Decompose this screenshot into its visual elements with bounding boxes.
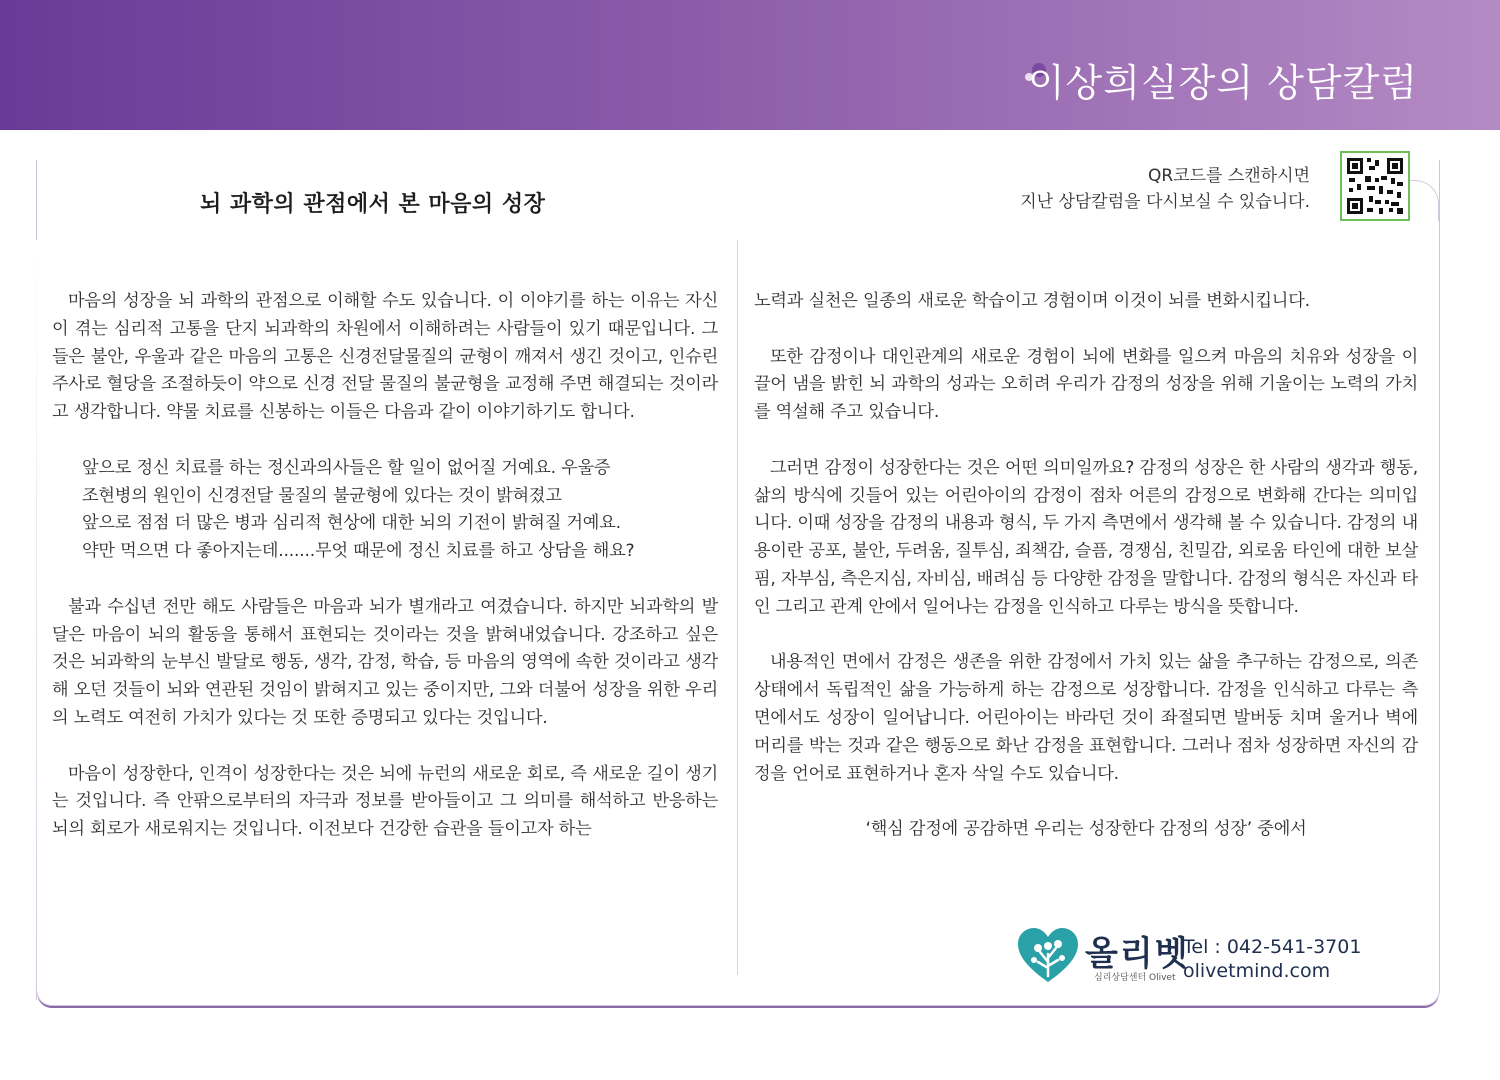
citation: ‘핵심 감정에 공감하면 우리는 성장한다 감정의 성장’ 중에서 — [865, 819, 1307, 840]
quote-block — [52, 455, 718, 566]
paragraph: 마음의 성장을 뇌 과학의 관점으로 이해할 수도 있습니다. 이 이야기를 하는 이유는 자신이 겪는 심리적 고통을 단지 뇌과학의 차원에서 이해하려는 사람들이 있기 때문입니다. 그들은 불안, 우울과 같은 마음의 고통은 신경전달물질의 균형이 깨져서 생긴 것이고, 인슈린 주사로 혈당을 조절하듯이 약으로 신경 전달 물질의 불균형을 교정해 주면 해결되는 것이라고 생각합니다. 약물 치료를 신봉하는 이들은 다음과 같이 이야기하기도 합니다. — [52, 291, 718, 423]
contact-info — [1183, 935, 1361, 983]
left-column — [52, 288, 718, 872]
header-banner — [0, 0, 1500, 130]
qr-line-1: QR코드를 스캔하시면 — [1148, 166, 1310, 186]
paragraph: 그러면 감정이 성장한다는 것은 어떤 의미일까요? 감정의 성장은 한 사람의 생각과 행동, 삶의 방식에 깃들어 있는 어린아이의 감정이 점차 어른의 감정으로 변화해 간다는 의미입니다. 이때 성장을 감정의 내용과 형식, 두 가지 측면에서 생각해 볼 수 있습니다. 감정의 내용이란 공포, 불안, 두려움, 질투심, 죄책감, 슬픔, 경쟁심, 친밀감, 외로움 타인에 대한 보살핌, 자부심, 측은지심, 자비심, 배려심 등 다양한 감정을 말합니다. 감정의 형식은 자신과 타인 그리고 관계 안에서 일어나는 감정을 인식하고 다루는 방식을 뜻합니다. — [754, 457, 1418, 617]
paragraph: 내용적인 면에서 감정은 생존을 위한 감정에서 가치 있는 삶을 추구하는 감정으로, 의존 상태에서 독립적인 삶을 가능하게 하는 감정으로 성장합니다. 감정을 인식하고 다루는 측면에서도 성장이 일어납니다. 어린아이는 바라던 것이 좌절되면 발버둥 치며 울거나 벽에 머리를 박는 것과 같은 행동으로 화난 감정을 표현합니다. 그러나 점차 성장하면 자신의 감정을 언어로 표현하거나 혼자 삭일 수도 있습니다. — [754, 652, 1418, 784]
quote-line: 조현병의 원인이 신경전달 물질의 불균형에 있다는 것이 밝혀졌고 — [82, 485, 562, 506]
quote-line: 앞으로 정신 치료를 하는 정신과의사들은 할 일이 없어질 거예요. 우울증 — [82, 457, 611, 478]
website-link[interactable]: olivetmind.com — [1183, 960, 1331, 982]
qr-code-icon — [1345, 156, 1405, 216]
brand-name: 올리벳 — [1085, 934, 1190, 974]
column-series-title: 이상희실장의 상담칼럼 — [1027, 61, 1418, 105]
article-title: 뇌 과학의 관점에서 본 마음의 성장 — [200, 192, 546, 217]
qr-instructions — [1020, 163, 1310, 215]
right-column — [754, 288, 1418, 872]
quote-line: 앞으로 점점 더 많은 병과 심리적 현상에 대한 뇌의 기전이 밝혀질 거예요. — [82, 513, 621, 534]
paragraph: 마음이 성장한다, 인격이 성장한다는 것은 뇌에 뉴런의 새로운 회로, 즉 새로운 길이 생기는 것입니다. 즉 안팎으로부터의 자극과 정보를 받아들이고 그 의미를 해석하고 반응하는 뇌의 회로가 새로워지는 것입니다. 이전보다 건강한 습관을 들이고자 하는 — [52, 763, 718, 840]
paragraph: 불과 수십년 전만 해도 사람들은 마음과 뇌가 별개라고 여겼습니다. 하지만 뇌과학의 발달은 마음이 뇌의 활동을 통해서 표현되는 것이라는 것을 밝혀내었습니다. 강조하고 싶은 것은 뇌과학의 눈부신 발달로 행동, 생각, 감정, 학습, 등 마음의 영역에 속한 것이라고 생각해 오던 것들이 뇌와 연관된 것임이 밝혀지고 있는 중이지만, 그와 더불어 성장을 위한 우리의 노력도 여전히 가치가 있다는 것 또한 증명되고 있다는 것입니다. — [52, 596, 718, 728]
qr-line-2: 지난 상담칼럼을 다시보실 수 있습니다. — [1020, 192, 1310, 212]
olivet-heart-logo-icon — [1018, 928, 1078, 984]
paragraph-continued: 노력과 실천은 일종의 새로운 학습이고 경험이며 이것이 뇌를 변화시킵니다. — [754, 291, 1310, 311]
phone-number[interactable]: Tel : 042-541-3701 — [1183, 936, 1362, 958]
qr-code[interactable] — [1340, 151, 1410, 221]
frame-left-edge — [36, 240, 37, 1000]
quote-line: 약만 먹으면 다 좋아지는데.......무엇 때문에 정신 치료를 하고 상담을 해요? — [82, 541, 635, 562]
column-divider — [737, 240, 738, 975]
brand-subtitle: 심리상담센터 Olivet — [1094, 973, 1176, 983]
paragraph: 또한 감정이나 대인관계의 새로운 경험이 뇌에 변화를 일으켜 마음의 치유와 성장을 이끌어 냄을 밝힌 뇌 과학의 성과는 오히려 우리가 감정의 성장을 위해 기울이는 노력의 가치를 역설해 주고 있습니다. — [754, 346, 1418, 423]
